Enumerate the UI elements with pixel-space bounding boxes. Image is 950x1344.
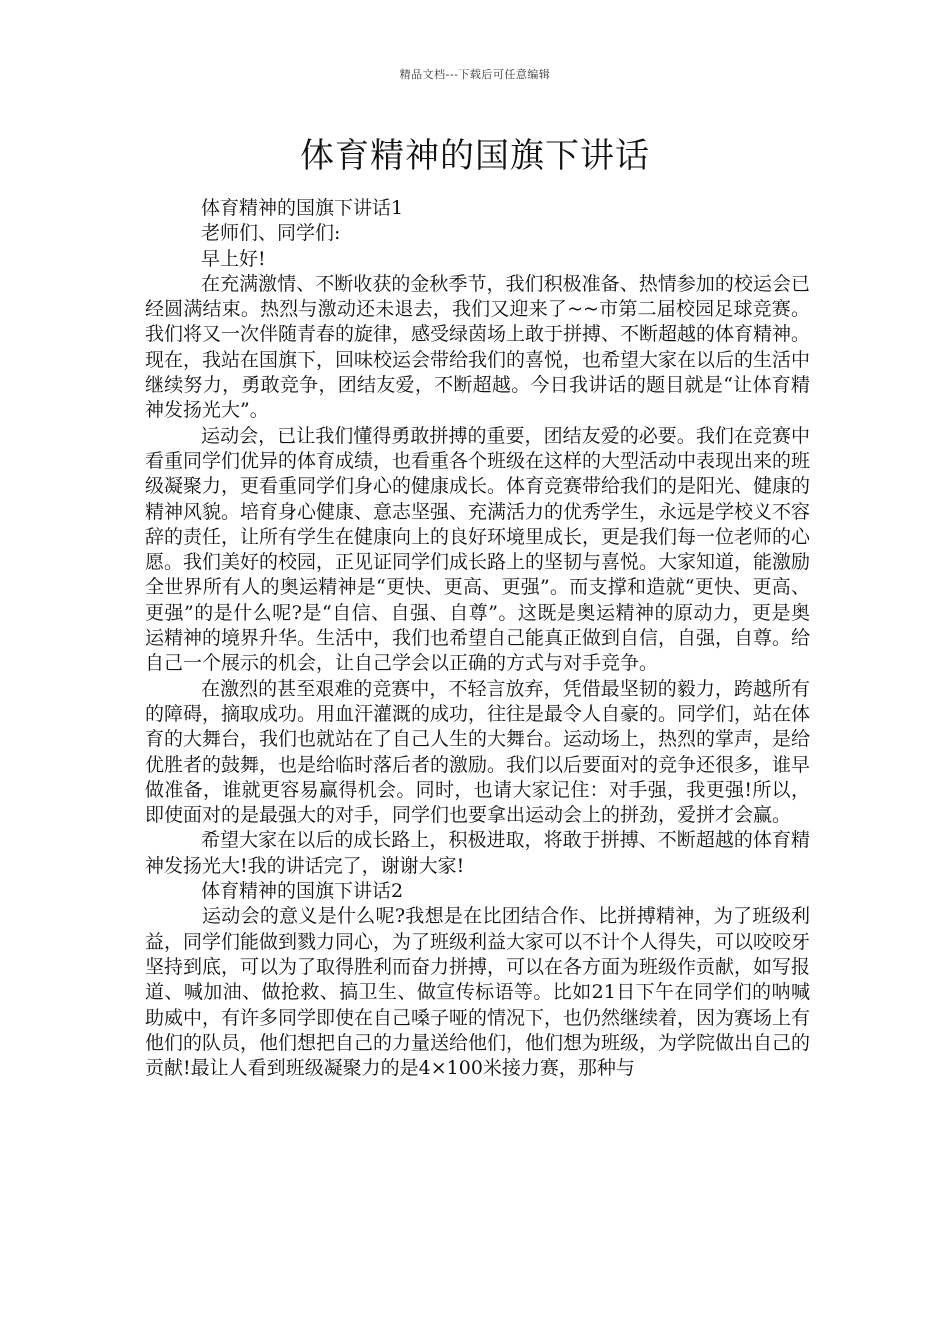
body-paragraph: 在充满激情、不断收获的金秋季节，我们积极准备、热情参加的校运会已经圆满结束。热烈与激动还未退去，我们又迎来了~~市第二届校园足球竞赛。我们将又一次伴随青春的旋律，感受绿茵场上敢于拼搏、不断超越的体育精神。现在，我站在国旗下，回味校运会带给我们的喜悦，也希望大家在以后的生活中继续努力，勇敢竞争，团结友爱，不断超越。今日我讲话的题目就是“让体育精神发扬光大”。 [145,272,811,422]
document-body [145,196,810,1081]
body-paragraph: 运动会，已让我们懂得勇敢拼搏的重要，团结友爱的必要。我们在竞赛中看重同学们优异的体育成绩，也看重各个班级在这样的大型活动中表现出来的班级凝聚力，更看重同学们身心的健康成长。体育竞赛带给我们的是阳光、健康的精神风貌。培育身心健康、意志坚强、充满活力的优秀学生，永远是学校义不容辞的责任，让所有学生在健康向上的良好环境里成长，更是我们每一位老师的心愿。我们美好的校园，正见证同学们成长路上的坚韧与喜悦。大家知道，能激励全世界所有人的奥运精神是“更快、更高、更强”。而支撑和造就“更快、更高、更强”的是什么呢?是“自信、自强、自尊”。这既是奥运精神的原动力，更是奥运精神的境界升华。生活中，我们也希望自己能真正做到自信，自强，自尊。给自己一个展示的机会，让自己学会以正确的方式与对手竞争。 [145,424,811,675]
salutation: 老师们、同学们: [201,222,341,245]
section-heading-2: 体育精神的国旗下讲话2 [201,880,404,903]
body-paragraph: 在激烈的甚至艰难的竞赛中，不轻言放弃，凭借最坚韧的毅力，跨越所有的障碍，摘取成功。用血汗灌溉的成功，往往是最令人自豪的。同学们，站在体育的大舞台，我们也就站在了自己人生的大舞台。运动场上，热烈的掌声，是给优胜者的鼓舞，也是给临时落后者的激励。我们以后要面对的竞争还很多，谁早做准备，谁就更容易赢得机会。同时，也请大家记住：对手强，我更强!所以，即使面对的是最强大的对手，同学们也要拿出运动会上的拼劲，爱拼才会赢。 [145,677,811,827]
document-title: 体育精神的国旗下讲话 [300,136,650,176]
header-note: 精品文档---下载后可任意编辑 [399,68,551,81]
body-paragraph: 运动会的意义是什么呢?我想是在比团结合作、比拼搏精神，为了班级利益，同学们能做到戮力同心，为了班级利益大家可以不计个人得失，可以咬咬牙坚持到底，可以为了取得胜利而奋力拼搏，可以在各方面为班级作贡献，如写报道、喊加油、做抢救、搞卫生、做宣传标语等。比如21日下午在同学们的呐喊助威中，有许多同学即使在自己嗓子哑的情况下，也仍然继续着，因为赛场上有他们的队员，他们想把自己的力量送给他们，他们想为班级，为学院做出自己的贡献!最让人看到班级凝聚力的是4×100米接力赛，那种与 [145,905,811,1080]
body-paragraph: 希望大家在以后的成长路上，积极进取，将敢于拼搏、不断超越的体育精神发扬光大!我的讲话完了，谢谢大家! [145,829,810,877]
section-heading-1: 体育精神的国旗下讲话1 [201,197,404,219]
greeting: 早上好! [201,247,266,270]
